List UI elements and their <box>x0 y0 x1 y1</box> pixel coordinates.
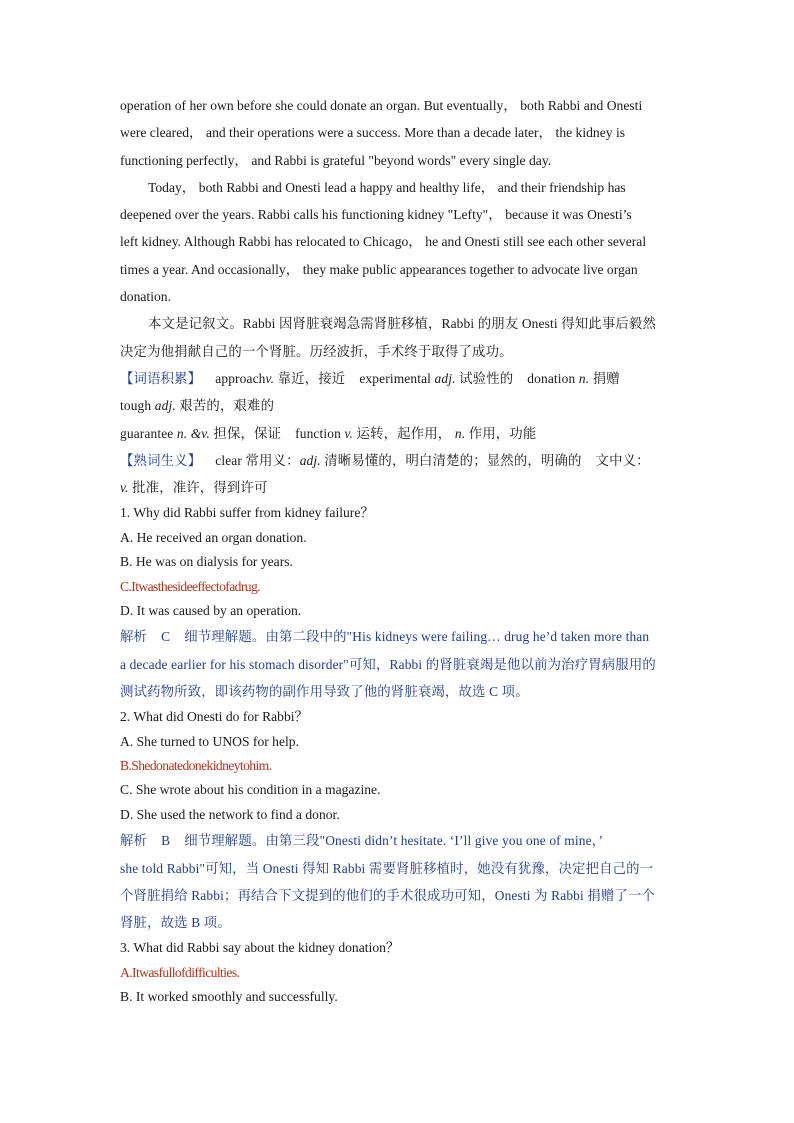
shuci-label: 【熟词生义】 <box>120 452 202 468</box>
vocab-line: guarantee n. &v. 担保，保证 function v. 运转，起作用， n. 作用，功能 <box>120 425 537 441</box>
passage-line: deepened over the years. Rabbi calls his functioning kidney "Lefty"， because it was Onesti’s <box>120 207 632 223</box>
vocab-def: 试验性的 <box>459 370 514 386</box>
passage-line: left kidney. Although Rabbi has relocated to Chicago， he and Onesti still see each other several <box>120 234 647 250</box>
passage-line: times a year. And occasionally， they make public appearances together to advocate live organ <box>120 261 638 277</box>
option-c-correct: C.Itwasthesideeffectofadrug. <box>120 578 260 594</box>
vocab-pos: n. &v. <box>176 425 210 441</box>
vocab-line <box>120 365 672 392</box>
analysis-line <box>120 827 672 854</box>
vocab-def: 担保，保证 <box>213 425 282 441</box>
question-stem: 1. Why did Rabbi suffer from kidney failure？ <box>120 505 374 521</box>
analysis-label: 解析 <box>120 833 148 849</box>
passage-line: Today， both Rabbi and Onesti lead a happy and healthy life， and their friendship has <box>148 179 626 195</box>
vocab-label: 【词语积累】 <box>120 370 202 386</box>
analysis-text: 由第三段"Onesti didn’t hesitate. ‘I’ll give you one of mine，’ <box>265 833 604 849</box>
question-stem: 2. What did Onesti do for Rabbi？ <box>120 709 309 725</box>
shuci-pos: adj. <box>299 452 321 468</box>
analysis-type: 细节理解题。 <box>184 629 266 645</box>
analysis-answer: C <box>161 629 171 645</box>
vocab-pos: adj. <box>154 398 176 414</box>
vocab-pos: v. <box>344 425 354 441</box>
analysis-line: 个肾脏捐给 Rabbi；再结合下文提到的他们的手术很成功可知，Onesti 为 Rabbi 捐赠了一个 <box>120 887 656 903</box>
vocab-line <box>120 392 672 419</box>
vocab-def: 捐赠 <box>592 370 620 386</box>
analysis-line: a decade earlier for his stomach disorder"可知，Rabbi 的肾脏衰竭是他以前为治疗胃病服用的 <box>120 656 656 672</box>
shuci-line <box>120 474 672 501</box>
shuci-context-label: 文中义： <box>595 452 650 468</box>
vocab-section <box>120 365 672 447</box>
option-a-correct: A.Itwasfullofdifficulties. <box>120 964 240 980</box>
vocab-pos: n. <box>454 425 466 441</box>
vocab-word: guarantee <box>120 425 174 441</box>
passage-line: donation. <box>120 289 171 305</box>
summary-line: 本文是记叙文。Rabbi 因肾脏衰竭急需肾脏移植，Rabbi 的朋友 Onesti 得知此事后毅然 <box>148 316 656 332</box>
option-a: A. He received an organ donation. <box>120 529 307 545</box>
analysis-line: 肾脏，故选 B 项。 <box>120 915 231 931</box>
question-stem: 3. What did Rabbi say about the kidney donation？ <box>120 940 400 956</box>
option-b: B. He was on dialysis for years. <box>120 554 293 570</box>
analysis-text: 由第二段中的"His kidneys were failing… drug he’d taken more than <box>265 629 650 645</box>
shuci-common-label: 常用义： <box>245 452 300 468</box>
vocab-pos: n. <box>578 370 590 386</box>
question-3 <box>120 936 672 1009</box>
vocab-def: 艰苦的，艰难的 <box>179 398 275 414</box>
shuci-common-def: 清晰易懂的，明白清楚的；显然的，明确的 <box>324 452 582 468</box>
analysis-2 <box>120 827 672 936</box>
passage <box>120 92 672 310</box>
vocab-word: experimental <box>359 370 432 386</box>
vocab-word: donation <box>527 370 576 386</box>
vocab-pos: v. <box>265 370 275 386</box>
vocab-word: tough <box>120 398 152 414</box>
passage-line: operation of her own before she could donate an organ. But eventually， both Rabbi and Onesti <box>120 98 643 113</box>
option-a: A. She turned to UNOS for help. <box>120 733 299 749</box>
vocab-word: approach <box>215 370 266 386</box>
option-c: C. She wrote about his condition in a magazine. <box>120 782 381 798</box>
question-2 <box>120 705 672 936</box>
passage-line: were cleared， and their operations were a success. More than a decade later， the kidney is <box>120 125 626 141</box>
analysis-type: 细节理解题。 <box>184 833 266 849</box>
option-d: D. She used the network to find a donor. <box>120 806 340 822</box>
summary <box>120 310 672 365</box>
passage-line: functioning perfectly， and Rabbi is grateful "beyond words" every single day. <box>120 152 552 168</box>
vocab-pos: adj. <box>434 370 456 386</box>
vocab-word: function <box>295 425 341 441</box>
option-b: B. It worked smoothly and successfully. <box>120 989 338 1005</box>
summary-line: 决定为他捐献自己的一个肾脏。历经波折，手术终于取得了成功。 <box>120 343 513 359</box>
analysis-answer: B <box>161 833 171 849</box>
question-1 <box>120 501 672 705</box>
option-d: D. It was caused by an operation. <box>120 603 302 619</box>
option-b-correct: B.Shedonatedonekidneytohim. <box>120 758 272 774</box>
analysis-line: 测试药物所致，即该药物的副作用导致了他的肾脏衰竭，故选 C 项。 <box>120 684 529 699</box>
analysis-line: she told Rabbi"可知，当 Onesti 得知 Rabbi 需要肾脏移植时，她没有犹豫，决定把自己的一 <box>120 860 654 876</box>
shuci-pos: v. <box>120 480 129 496</box>
vocab-def: 靠近，接近 <box>277 370 346 386</box>
shuci-context-def: 批准，准许，得到许可 <box>132 480 268 496</box>
shuci-section <box>120 447 672 502</box>
analysis-line <box>120 623 672 650</box>
vocab-def: 作用，功能 <box>468 425 537 441</box>
shuci-word: clear <box>215 452 243 468</box>
page-content <box>120 92 672 1010</box>
analysis-1 <box>120 623 672 705</box>
vocab-def: 运转，起作用 <box>356 425 438 441</box>
shuci-line <box>120 447 672 474</box>
analysis-label: 解析 <box>120 629 148 645</box>
